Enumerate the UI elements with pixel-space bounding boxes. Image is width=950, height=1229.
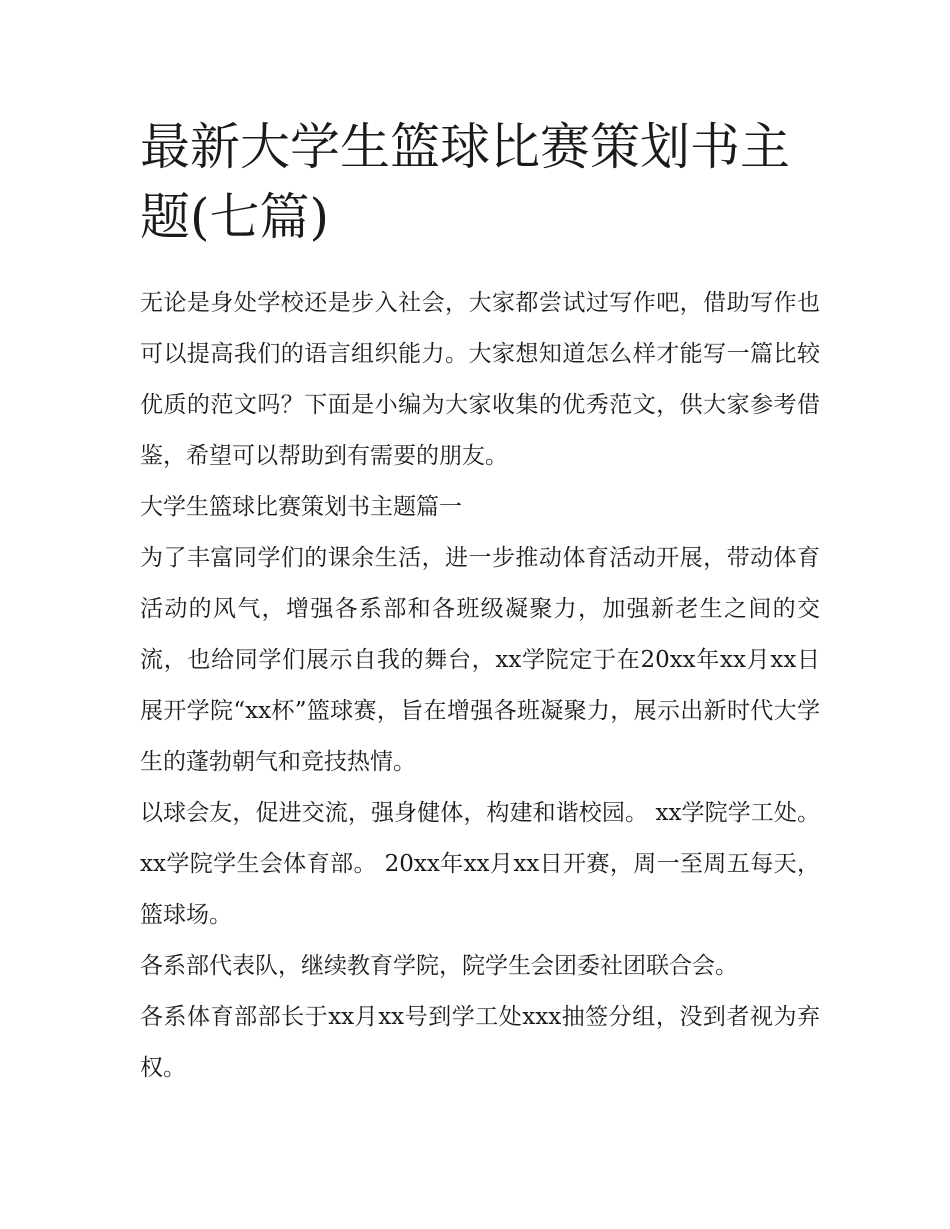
section-heading: 大学生篮球比赛策划书主题篇一 bbox=[140, 494, 462, 520]
document-title: 最新大学生篮球比赛策划书主题(七篇) bbox=[140, 118, 790, 246]
participants-paragraph: 各系部代表队，继续教育学院，院学生会团委社团联合会。 bbox=[140, 953, 738, 979]
draw-paragraph: 各系体育部部长于xx月xx号到学工处xxx抽签分组，没到者视为弃权。 bbox=[140, 1004, 820, 1081]
document-body bbox=[140, 112, 820, 1094]
intro-paragraph: 无论是身处学校还是步入社会，大家都尝试过写作吧，借助写作也可以提高我们的语言组织能力。大家想知道怎么样才能写一篇比较优质的范文吗？下面是小编为大家收集的优秀范文，供大家参考借鉴，希望可以帮助到有需要的朋友。 bbox=[140, 290, 820, 469]
purpose-paragraph: 为了丰富同学们的课余生活，进一步推动体育活动开展，带动体育活动的风气，增强各系部和各班级凝聚力，加强新老生之间的交流，也给同学们展示自我的舞台，xx学院定于在20xx年xx月xx日展开学院“xx杯”篮球赛，旨在增强各班凝聚力，展示出新时代大学生的蓬勃朝气和竞技热情。 bbox=[140, 545, 820, 775]
theme-paragraph: 以球会友，促进交流，强身健体，构建和谐校园。 xx学院学工处。 xx学院学生会体育部。 20xx年xx月xx日开赛，周一至周五每天，篮球场。 bbox=[140, 800, 820, 928]
